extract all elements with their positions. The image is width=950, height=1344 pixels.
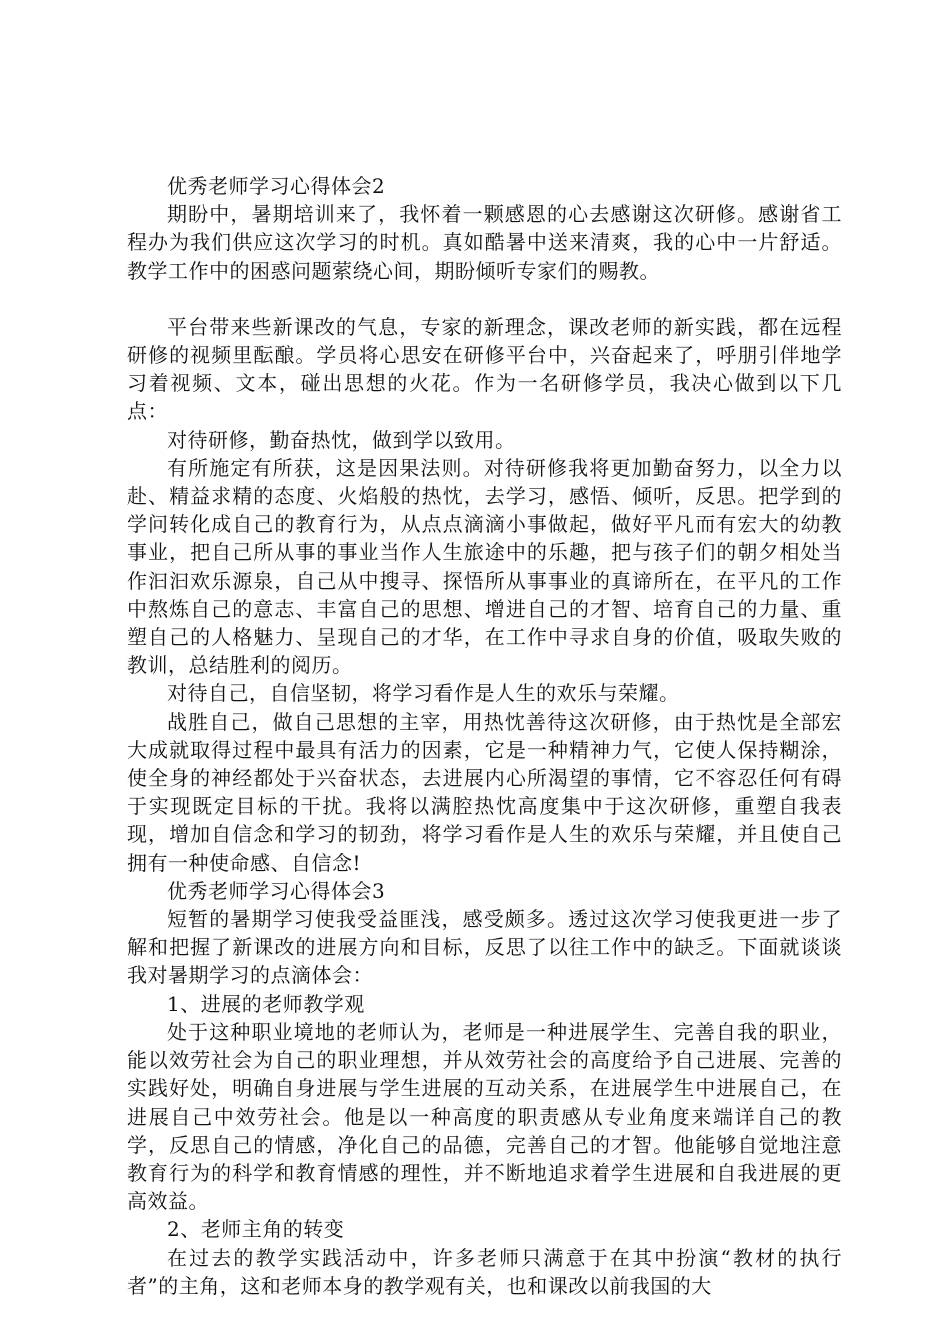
paragraph: 战胜自己，做自己思想的主宰，用热忱善待这次研修，由于热忱是全部宏大成就取得过程中最具有活力的因素，它是一种精神力气，它使人保持糊涂，使全身的神经都处于兴奋状态，去进展内心所渴望的事情，它不容忍任何有碍于实现既定目标的干扰。我将以满腔热忱高度集中于这次研修，重塑自我表现，增加自信念和学习的韧劲，将学习看作是人生的欢乐与荣耀，并且使自己拥有一种使命感、自信念! bbox=[127, 709, 842, 875]
point-heading: 对待自己，自信坚韧，将学习看作是人生的欢乐与荣耀。 bbox=[167, 681, 680, 706]
subheading-1: 1、进展的老师教学观 bbox=[167, 991, 365, 1016]
section-title-2: 优秀老师学习心得体会2 bbox=[167, 174, 386, 198]
document-body bbox=[127, 172, 842, 1300]
paragraph: 期盼中，暑期培训来了，我怀着一颗感恩的心去感谢这次研修。感谢省工程办为我们供应这次学习的时机。真如酷暑中送来清爽，我的心中一片舒适。教学工作中的困惑问题萦绕心间，期盼倾听专家们的赐教。 bbox=[127, 202, 842, 283]
paragraph: 平台带来些新课改的气息，专家的新理念，课改老师的新实践，都在远程研修的视频里酝酿。学员将心思安在研修平台中，兴奋起来了，呼朋引伴地学习着视频、文本，碰出思想的火花。作为一名研修学员，我决心做到以下几点： bbox=[127, 314, 842, 424]
paragraph: 处于这种职业境地的老师认为，老师是一种进展学生、完善自我的职业，能以效劳社会为自己的职业理想，并从效劳社会的高度给予自己进展、完善的实践好处，明确自身进展与学生进展的互动关系，在进展学生中进展自己，在进展自己中效劳社会。他是以一种高度的职责感从专业角度来端详自己的教学，反思自己的情感，净化自己的品德，完善自己的才智。他能够自觉地注意教育行为的科学和教育情感的理性，并不断地追求着学生进展和自我进展的更高效益。 bbox=[127, 1019, 842, 1214]
paragraph: 有所施定有所获，这是因果法则。对待研修我将更加勤奋努力，以全力以赴、精益求精的态度、火焰般的热忱，去学习，感悟、倾听，反思。把学到的学问转化成自己的教育行为，从点点滴滴小事做起，做好平凡而有宏大的幼教事业，把自己所从事的事业当作人生旅途中的乐趣，把与孩子们的朝夕相处当作汩汩欢乐源泉，自己从中搜寻、探悟所从事事业的真谛所在，在平凡的工作中熬炼自己的意志、丰富自己的思想、增进自己的才智、培育自己的力量、重塑自己的人格魅力、呈现自己的才华，在工作中寻求自身的价值，吸取失败的教训，总结胜利的阅历。 bbox=[127, 455, 842, 678]
paragraph: 在过去的教学实践活动中，许多老师只满意于在其中扮演“教材的执行者”的主角，这和老师本身的教学观有关，也和课改以前我国的大 bbox=[127, 1245, 842, 1298]
point-heading: 对待研修，勤奋热忱，做到学以致用。 bbox=[167, 427, 516, 452]
paragraph: 短暂的暑期学习使我受益匪浅，感受颇多。透过这次学习使我更进一步了解和把握了新课改的进展方向和目标，反思了以往工作中的缺乏。下面就谈谈我对暑期学习的点滴体会： bbox=[127, 907, 842, 988]
section-title-3: 优秀老师学习心得体会3 bbox=[167, 878, 386, 903]
subheading-2: 2、老师主角的转变 bbox=[167, 1217, 345, 1242]
